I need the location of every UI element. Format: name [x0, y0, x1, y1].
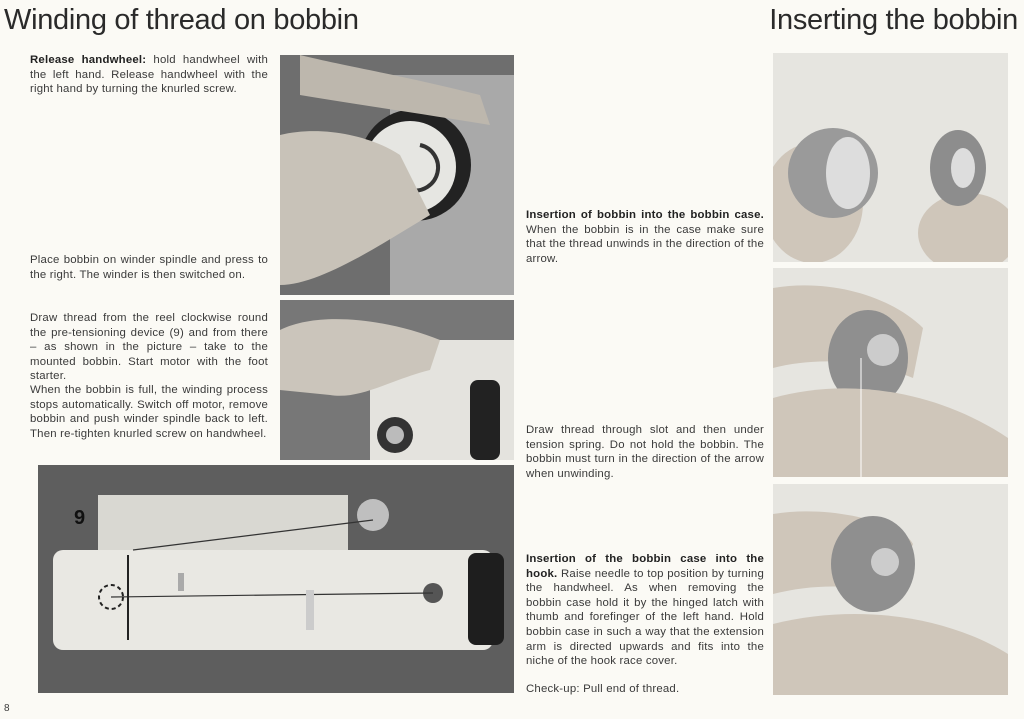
paragraph-release-handwheel	[30, 53, 268, 97]
paragraph-insertion-bobbin	[526, 208, 764, 266]
paragraph-body: When the bobbin is in the case make sure that the thread unwinds in the direction of the arrow.	[526, 223, 764, 265]
paragraph-insertion-case	[526, 552, 764, 669]
paragraph-check-up: Check-up: Pull end of thread.	[526, 683, 680, 695]
page-title-right: Inserting the bobbin	[769, 4, 1018, 36]
photo-release-handwheel	[280, 55, 514, 295]
paragraph-body: Raise needle to top position by turning the handwheel. As when removing the bobbin case hold it by the hinged latch with thumb and forefinger of the left hand. Hold bobbin case in such a way that the extension arm is directed upwards and fits into the niche of the hook race cover.	[526, 567, 764, 668]
photo-bobbin-into-case	[773, 53, 1008, 262]
photo-bobbin-winder	[280, 300, 514, 460]
paragraph-bobbin-full: When the bobbin is full, the winding process stops automatically. Switch off motor, remove bobbin and push winder spindle back to left. Then re-tighten knurled screw on handwheel.	[30, 384, 268, 440]
page-number: 8	[4, 703, 10, 714]
paragraph-draw-thread: Draw thread from the reel clockwise round the pre-tensioning device (9) and from there – as shown in the picture – take to the mounted bobbin. Start motor with the foot starter.	[30, 312, 268, 383]
callout-pretension-device: 9	[74, 507, 86, 529]
paragraph-body: hold handwheel with the left hand. Release handwheel with the right hand by turning the knurled screw.	[30, 54, 268, 96]
paragraph-draw-thread-slot: Draw thread through slot and then under tension spring. Do not hold the bobbin. The bobbin must turn in the direction of the arrow when unwinding.	[526, 424, 764, 480]
paragraph-heading: Insertion of the bobbin case into the hook.	[526, 553, 764, 580]
paragraph-heading: Insertion of bobbin into the bobbin case.	[526, 209, 764, 221]
photo-case-into-hook	[773, 484, 1008, 695]
page-title-left: Winding of thread on bobbin	[4, 4, 359, 36]
paragraph-heading: Release handwheel:	[30, 54, 147, 66]
photo-thread-slot	[773, 268, 1008, 477]
paragraph-place-bobbin: Place bobbin on winder spindle and press to the right. The winder is then switched on.	[30, 254, 268, 281]
photo-thread-path	[38, 465, 514, 693]
